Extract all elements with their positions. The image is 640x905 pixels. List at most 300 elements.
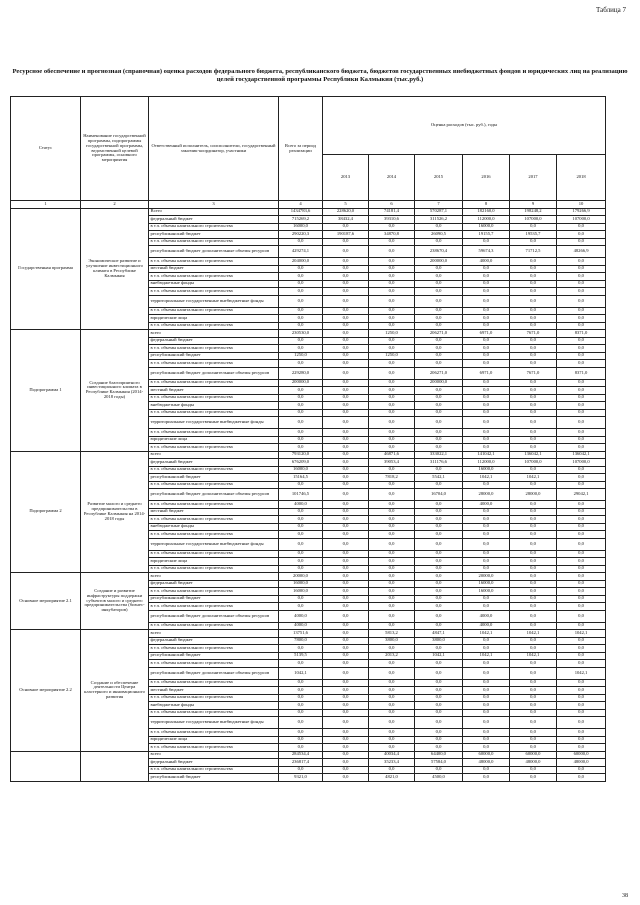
year-value: 0,0 xyxy=(369,501,415,509)
year-value: 0,0 xyxy=(463,394,510,402)
year-value: 200000,0 xyxy=(415,258,463,266)
year-value: 0,0 xyxy=(323,474,369,482)
year-value: 0,0 xyxy=(415,223,463,231)
funding-source: территориальные государственные внебюджетные фонды xyxy=(149,417,279,429)
header-responsible: Ответственный исполнитель, соисполнители, государственный заказчик-координатор, участники xyxy=(149,97,279,201)
year-value: 0,0 xyxy=(510,273,557,281)
year-value: 0,0 xyxy=(323,766,369,774)
year-value: 0,0 xyxy=(463,709,510,717)
year-value: 0,0 xyxy=(323,702,369,710)
funding-source: федеральный бюджет xyxy=(149,759,279,767)
year-value: 0,0 xyxy=(323,744,369,752)
year-value: 7671,0 xyxy=(510,330,557,338)
header-status: Статус xyxy=(11,97,81,201)
year-value: 0,0 xyxy=(463,766,510,774)
year-value: 0,0 xyxy=(557,687,606,695)
year-value: 0,0 xyxy=(463,337,510,345)
funding-source: юридические лица xyxy=(149,736,279,744)
year-value: 0,0 xyxy=(557,595,606,603)
year-value: 0,0 xyxy=(323,337,369,345)
year-value: 107000,0 xyxy=(510,216,557,224)
year-value: 0,0 xyxy=(463,417,510,429)
year-value: 0,0 xyxy=(323,709,369,717)
year-value: 107000,0 xyxy=(510,459,557,467)
total-value: 290220,3 xyxy=(279,231,323,239)
year-value: 333022,1 xyxy=(415,451,463,459)
year-value: 7671,0 xyxy=(510,367,557,379)
header-year: 2015 xyxy=(415,155,463,201)
year-value: 0,0 xyxy=(323,694,369,702)
total-value: 284534,4 xyxy=(279,751,323,759)
total-value: 0,0 xyxy=(279,531,323,539)
year-value: 0,0 xyxy=(415,717,463,729)
year-value: 2013,2 xyxy=(369,652,415,660)
year-value: 59674,3 xyxy=(463,246,510,258)
year-value: 179266,9 xyxy=(557,208,606,216)
total-value: 0,0 xyxy=(279,565,323,573)
year-value: 198248,2 xyxy=(510,208,557,216)
year-value: 0,0 xyxy=(323,444,369,452)
year-value: 0,0 xyxy=(415,387,463,395)
year-value: 0,0 xyxy=(323,345,369,353)
year-value: 0,0 xyxy=(510,531,557,539)
funding-source: всего xyxy=(149,451,279,459)
total-value: 1250,0 xyxy=(279,352,323,360)
year-value: 0,0 xyxy=(557,558,606,566)
funding-source: всего xyxy=(149,630,279,638)
year-value: 0,0 xyxy=(369,736,415,744)
year-value: 64400,0 xyxy=(415,751,463,759)
total-value: 0,0 xyxy=(279,538,323,550)
funding-source: в т.ч. объемы капитального строительства xyxy=(149,238,279,246)
total-value: 0,0 xyxy=(279,360,323,368)
funding-source: местный бюджет xyxy=(149,508,279,516)
year-value: 0,0 xyxy=(323,288,369,296)
year-value: 0,0 xyxy=(323,258,369,266)
year-value: 0,0 xyxy=(415,429,463,437)
year-value: 0,0 xyxy=(369,573,415,581)
year-value: 0,0 xyxy=(463,565,510,573)
year-value: 0,0 xyxy=(557,337,606,345)
section-name xyxy=(81,751,149,781)
funding-source: в т.ч. объемы капитального строительства xyxy=(149,501,279,509)
total-value: 4000,0 xyxy=(279,622,323,630)
year-value: 0,0 xyxy=(415,531,463,539)
column-number: 2 xyxy=(81,201,149,209)
year-value: 0,0 xyxy=(510,315,557,323)
year-value: 136042,1 xyxy=(557,451,606,459)
year-value: 19155,7 xyxy=(463,231,510,239)
year-value: 0,0 xyxy=(415,687,463,695)
year-value: 0,0 xyxy=(557,603,606,611)
year-value: 0,0 xyxy=(557,652,606,660)
year-value: 0,0 xyxy=(323,273,369,281)
column-number: 1 xyxy=(11,201,81,209)
year-value: 0,0 xyxy=(510,345,557,353)
year-value: 0,0 xyxy=(323,508,369,516)
year-value: 0,0 xyxy=(463,538,510,550)
year-value: 0,0 xyxy=(369,580,415,588)
year-value: 0,0 xyxy=(510,774,557,782)
year-value: 0,0 xyxy=(415,694,463,702)
year-value: 0,0 xyxy=(415,645,463,653)
year-value: 0,0 xyxy=(415,444,463,452)
total-value: 0,0 xyxy=(279,694,323,702)
year-value: 0,0 xyxy=(463,409,510,417)
funding-source: в т.ч. объемы капитального строительства xyxy=(149,360,279,368)
total-value: 0,0 xyxy=(279,481,323,489)
year-value: 0,0 xyxy=(369,417,415,429)
total-value: 676209,0 xyxy=(279,459,323,467)
year-value: 1042,1 xyxy=(463,474,510,482)
year-value: 0,0 xyxy=(323,531,369,539)
year-value: 0,0 xyxy=(415,273,463,281)
funding-source: в т.ч. объемы капитального строительства xyxy=(149,550,279,558)
total-value: 0,0 xyxy=(279,436,323,444)
total-value: 0,0 xyxy=(279,402,323,410)
funding-source: в т.ч. объемы капитального строительства xyxy=(149,645,279,653)
year-value: 0,0 xyxy=(557,766,606,774)
year-value: 0,0 xyxy=(463,288,510,296)
year-value: 0,0 xyxy=(323,558,369,566)
year-value: 0,0 xyxy=(415,660,463,668)
year-value: 0,0 xyxy=(510,744,557,752)
total-value: 1042,1 xyxy=(279,667,323,679)
year-value: 0,0 xyxy=(415,709,463,717)
year-value: 0,0 xyxy=(323,394,369,402)
funding-source: территориальные государственные внебюджетные фонды xyxy=(149,538,279,550)
total-value: 0,0 xyxy=(279,523,323,531)
year-value: 0,0 xyxy=(510,417,557,429)
year-value: 0,0 xyxy=(323,295,369,307)
year-value: 3800,0 xyxy=(369,637,415,645)
funding-source: в т.ч. объемы капитального строительства xyxy=(149,565,279,573)
year-value: 8371,0 xyxy=(557,367,606,379)
year-value: 0,0 xyxy=(557,645,606,653)
year-value: 0,0 xyxy=(510,379,557,387)
year-value: 0,0 xyxy=(557,729,606,737)
year-value: 0,0 xyxy=(510,595,557,603)
funding-source: в т.ч. объемы капитального строительства xyxy=(149,694,279,702)
year-value: 0,0 xyxy=(510,322,557,330)
year-value: 0,0 xyxy=(510,565,557,573)
year-value: 200000,0 xyxy=(415,379,463,387)
total-value: 0,0 xyxy=(279,322,323,330)
year-value: 0,0 xyxy=(510,307,557,315)
section-status xyxy=(11,751,81,781)
funding-source: в т.ч. объемы капитального строительства xyxy=(149,288,279,296)
year-value: 0,0 xyxy=(323,516,369,524)
total-value: 0,0 xyxy=(279,238,323,246)
year-value: 238670,4 xyxy=(415,246,463,258)
year-value: 206271,0 xyxy=(415,330,463,338)
total-value: 0,0 xyxy=(279,508,323,516)
total-value: 16000,0 xyxy=(279,223,323,231)
funding-source: республиканский бюджет xyxy=(149,652,279,660)
section-status: Государственная программа xyxy=(11,208,81,330)
year-value: 182160,0 xyxy=(463,208,510,216)
year-value: 5813,2 xyxy=(369,630,415,638)
table-row xyxy=(11,573,606,581)
year-value: 0,0 xyxy=(510,679,557,687)
year-value: 4821,0 xyxy=(369,774,415,782)
header-year: 2016 xyxy=(463,155,510,201)
year-value: 0,0 xyxy=(463,387,510,395)
year-value: 0,0 xyxy=(557,660,606,668)
year-value: 0,0 xyxy=(323,667,369,679)
year-value: 0,0 xyxy=(557,273,606,281)
year-value: 0,0 xyxy=(510,402,557,410)
year-value: 0,0 xyxy=(415,550,463,558)
funding-source: территориальные государственные внебюджетные фонды xyxy=(149,295,279,307)
year-value: 0,0 xyxy=(510,352,557,360)
year-value: 0,0 xyxy=(415,565,463,573)
year-value: 1042,1 xyxy=(510,630,557,638)
funding-source: в т.ч. объемы капитального строительства xyxy=(149,273,279,281)
year-value: 0,0 xyxy=(415,610,463,622)
year-value: 0,0 xyxy=(463,436,510,444)
year-value: 1042,1 xyxy=(415,652,463,660)
year-value: 60000,0 xyxy=(510,751,557,759)
section-name: Экономическое развитие и улучшение инвестиционного климата в Республике Калмыкия xyxy=(81,208,149,330)
section-name: Создание и развитие инфраструктуры поддержки субъектов малого и среднего предпринимательства (бизнес-инкубаторов) xyxy=(81,573,149,630)
year-value: 28000,0 xyxy=(510,489,557,501)
total-value: 0,0 xyxy=(279,265,323,273)
column-number: 6 xyxy=(369,201,415,209)
year-value: 0,0 xyxy=(463,550,510,558)
funding-source: в т.ч. объемы капитального строительства xyxy=(149,379,279,387)
year-value: 0,0 xyxy=(557,580,606,588)
year-value: 0,0 xyxy=(323,759,369,767)
year-value: 0,0 xyxy=(323,379,369,387)
total-value: 9321,0 xyxy=(279,774,323,782)
year-value: 0,0 xyxy=(463,523,510,531)
year-value: 0,0 xyxy=(510,736,557,744)
year-value: 0,0 xyxy=(415,766,463,774)
year-value: 0,0 xyxy=(510,588,557,596)
year-value: 0,0 xyxy=(369,687,415,695)
year-value: 0,0 xyxy=(463,402,510,410)
year-value: 0,0 xyxy=(369,223,415,231)
total-value: 0,0 xyxy=(279,736,323,744)
year-value: 0,0 xyxy=(557,501,606,509)
year-value: 4500,0 xyxy=(415,774,463,782)
year-value: 0,0 xyxy=(510,466,557,474)
year-value: 0,0 xyxy=(557,481,606,489)
year-value: 35233,4 xyxy=(369,759,415,767)
year-value: 0,0 xyxy=(557,444,606,452)
funding-source: всего xyxy=(149,573,279,581)
year-value: 48266,9 xyxy=(557,246,606,258)
year-value: 0,0 xyxy=(463,667,510,679)
funding-source: в т.ч. объемы капитального строительства xyxy=(149,744,279,752)
year-value: 0,0 xyxy=(369,667,415,679)
total-value: 16000,0 xyxy=(279,466,323,474)
year-value: 0,0 xyxy=(369,694,415,702)
total-value: 0,0 xyxy=(279,288,323,296)
year-value: 0,0 xyxy=(415,595,463,603)
year-value: 0,0 xyxy=(323,429,369,437)
year-value: 0,0 xyxy=(557,550,606,558)
year-value: 0,0 xyxy=(510,444,557,452)
year-value: 0,0 xyxy=(463,595,510,603)
year-value: 0,0 xyxy=(415,402,463,410)
header-year: 2017 xyxy=(510,155,557,201)
year-value: 0,0 xyxy=(369,565,415,573)
total-value: 204000,0 xyxy=(279,258,323,266)
year-value: 0,0 xyxy=(510,580,557,588)
year-value: 0,0 xyxy=(415,744,463,752)
year-value: 0,0 xyxy=(369,523,415,531)
year-value: 0,0 xyxy=(557,429,606,437)
year-value: 0,0 xyxy=(463,702,510,710)
year-value: 0,0 xyxy=(369,466,415,474)
year-value: 0,0 xyxy=(510,394,557,402)
funding-source: федеральный бюджет xyxy=(149,459,279,467)
total-value: 0,0 xyxy=(279,595,323,603)
year-value: 0,0 xyxy=(369,402,415,410)
funding-source: местный бюджет xyxy=(149,387,279,395)
year-value: 0,0 xyxy=(369,265,415,273)
year-value: 0,0 xyxy=(323,729,369,737)
total-value: 16000,0 xyxy=(279,580,323,588)
year-value: 3800,0 xyxy=(415,637,463,645)
year-value: 0,0 xyxy=(415,736,463,744)
year-value: 0,0 xyxy=(463,558,510,566)
year-value: 0,0 xyxy=(463,265,510,273)
year-value: 0,0 xyxy=(323,538,369,550)
year-value: 0,0 xyxy=(510,610,557,622)
year-value: 0,0 xyxy=(510,523,557,531)
year-value: 0,0 xyxy=(323,774,369,782)
year-value: 0,0 xyxy=(557,280,606,288)
year-value: 0,0 xyxy=(415,265,463,273)
year-value: 0,0 xyxy=(323,595,369,603)
year-value: 5542,1 xyxy=(415,474,463,482)
year-value: 0,0 xyxy=(369,531,415,539)
year-value: 57584,0 xyxy=(415,759,463,767)
year-value: 0,0 xyxy=(557,258,606,266)
year-value: 0,0 xyxy=(369,595,415,603)
year-value: 0,0 xyxy=(369,337,415,345)
year-value: 0,0 xyxy=(415,360,463,368)
year-value: 0,0 xyxy=(557,315,606,323)
year-value: 0,0 xyxy=(557,379,606,387)
year-value: 0,0 xyxy=(415,523,463,531)
year-value: 206271,0 xyxy=(415,367,463,379)
year-value: 0,0 xyxy=(369,429,415,437)
year-value: 0,0 xyxy=(415,466,463,474)
year-value: 0,0 xyxy=(557,565,606,573)
funding-source: республиканский бюджет xyxy=(149,774,279,782)
year-value: 0,0 xyxy=(323,280,369,288)
funding-source: местный бюджет xyxy=(149,265,279,273)
year-value: 0,0 xyxy=(463,429,510,437)
year-value: 0,0 xyxy=(323,246,369,258)
year-value: 0,0 xyxy=(369,444,415,452)
total-value: 0,0 xyxy=(279,687,323,695)
year-value: 0,0 xyxy=(463,679,510,687)
year-value: 0,0 xyxy=(323,603,369,611)
year-value: 16704,0 xyxy=(415,489,463,501)
funding-source: юридические лица xyxy=(149,436,279,444)
year-value: 0,0 xyxy=(323,387,369,395)
year-value: 0,0 xyxy=(369,379,415,387)
table-row xyxy=(11,451,606,459)
total-value: 5139,5 xyxy=(279,652,323,660)
year-value: 0,0 xyxy=(415,501,463,509)
year-value: 0,0 xyxy=(415,729,463,737)
total-value: 0,0 xyxy=(279,645,323,653)
header-total: Всего за период реализации xyxy=(279,97,323,201)
year-value: 0,0 xyxy=(510,288,557,296)
year-value: 0,0 xyxy=(369,717,415,729)
column-number: 3 xyxy=(149,201,279,209)
year-value: 0,0 xyxy=(323,501,369,509)
year-value: 0,0 xyxy=(463,531,510,539)
funding-source: Всего xyxy=(149,208,279,216)
year-value: 0,0 xyxy=(510,436,557,444)
year-value: 0,0 xyxy=(557,610,606,622)
year-value: 0,0 xyxy=(463,774,510,782)
year-value: 0,0 xyxy=(415,702,463,710)
year-value: 0,0 xyxy=(369,295,415,307)
year-value: 16000,0 xyxy=(463,580,510,588)
funding-source: республиканский бюджет xyxy=(149,595,279,603)
total-value: 0,0 xyxy=(279,307,323,315)
year-value: 0,0 xyxy=(510,766,557,774)
year-value: 136042,1 xyxy=(510,451,557,459)
year-value: 0,0 xyxy=(557,223,606,231)
year-value: 16000,0 xyxy=(463,466,510,474)
year-value: 0,0 xyxy=(323,687,369,695)
year-value: 0,0 xyxy=(557,573,606,581)
year-value: 0,0 xyxy=(510,660,557,668)
year-value: 0,0 xyxy=(557,523,606,531)
year-value: 0,0 xyxy=(415,417,463,429)
column-number: 5 xyxy=(323,201,369,209)
total-value: 0,0 xyxy=(279,394,323,402)
year-value: 0,0 xyxy=(369,246,415,258)
year-value: 0,0 xyxy=(463,295,510,307)
year-value: 0,0 xyxy=(510,360,557,368)
section-status: Основное мероприятие 2.2 xyxy=(11,630,81,752)
year-value: 0,0 xyxy=(557,360,606,368)
funding-source: в т.ч. объемы капитального строительства xyxy=(149,660,279,668)
year-value: 0,0 xyxy=(557,402,606,410)
year-value: 0,0 xyxy=(557,436,606,444)
total-value: 0,0 xyxy=(279,444,323,452)
funding-source: в т.ч. объемы капитального строительства xyxy=(149,466,279,474)
year-value: 0,0 xyxy=(463,273,510,281)
year-value: 29042,1 xyxy=(557,489,606,501)
year-value: 0,0 xyxy=(369,702,415,710)
total-value: 0,0 xyxy=(279,387,323,395)
year-value: 19535,7 xyxy=(510,231,557,239)
column-number: 4 xyxy=(279,201,323,209)
year-value: 0,0 xyxy=(323,622,369,630)
year-value: 40034,4 xyxy=(369,751,415,759)
year-value: 0,0 xyxy=(415,622,463,630)
year-value: 1042,1 xyxy=(510,652,557,660)
year-value: 0,0 xyxy=(369,409,415,417)
year-value: 0,0 xyxy=(510,667,557,679)
year-value: 74181,4 xyxy=(369,208,415,216)
funding-source: в т.ч. объемы капитального строительства xyxy=(149,709,279,717)
year-value: 0,0 xyxy=(557,288,606,296)
year-value: 0,0 xyxy=(415,508,463,516)
year-value: 0,0 xyxy=(323,466,369,474)
